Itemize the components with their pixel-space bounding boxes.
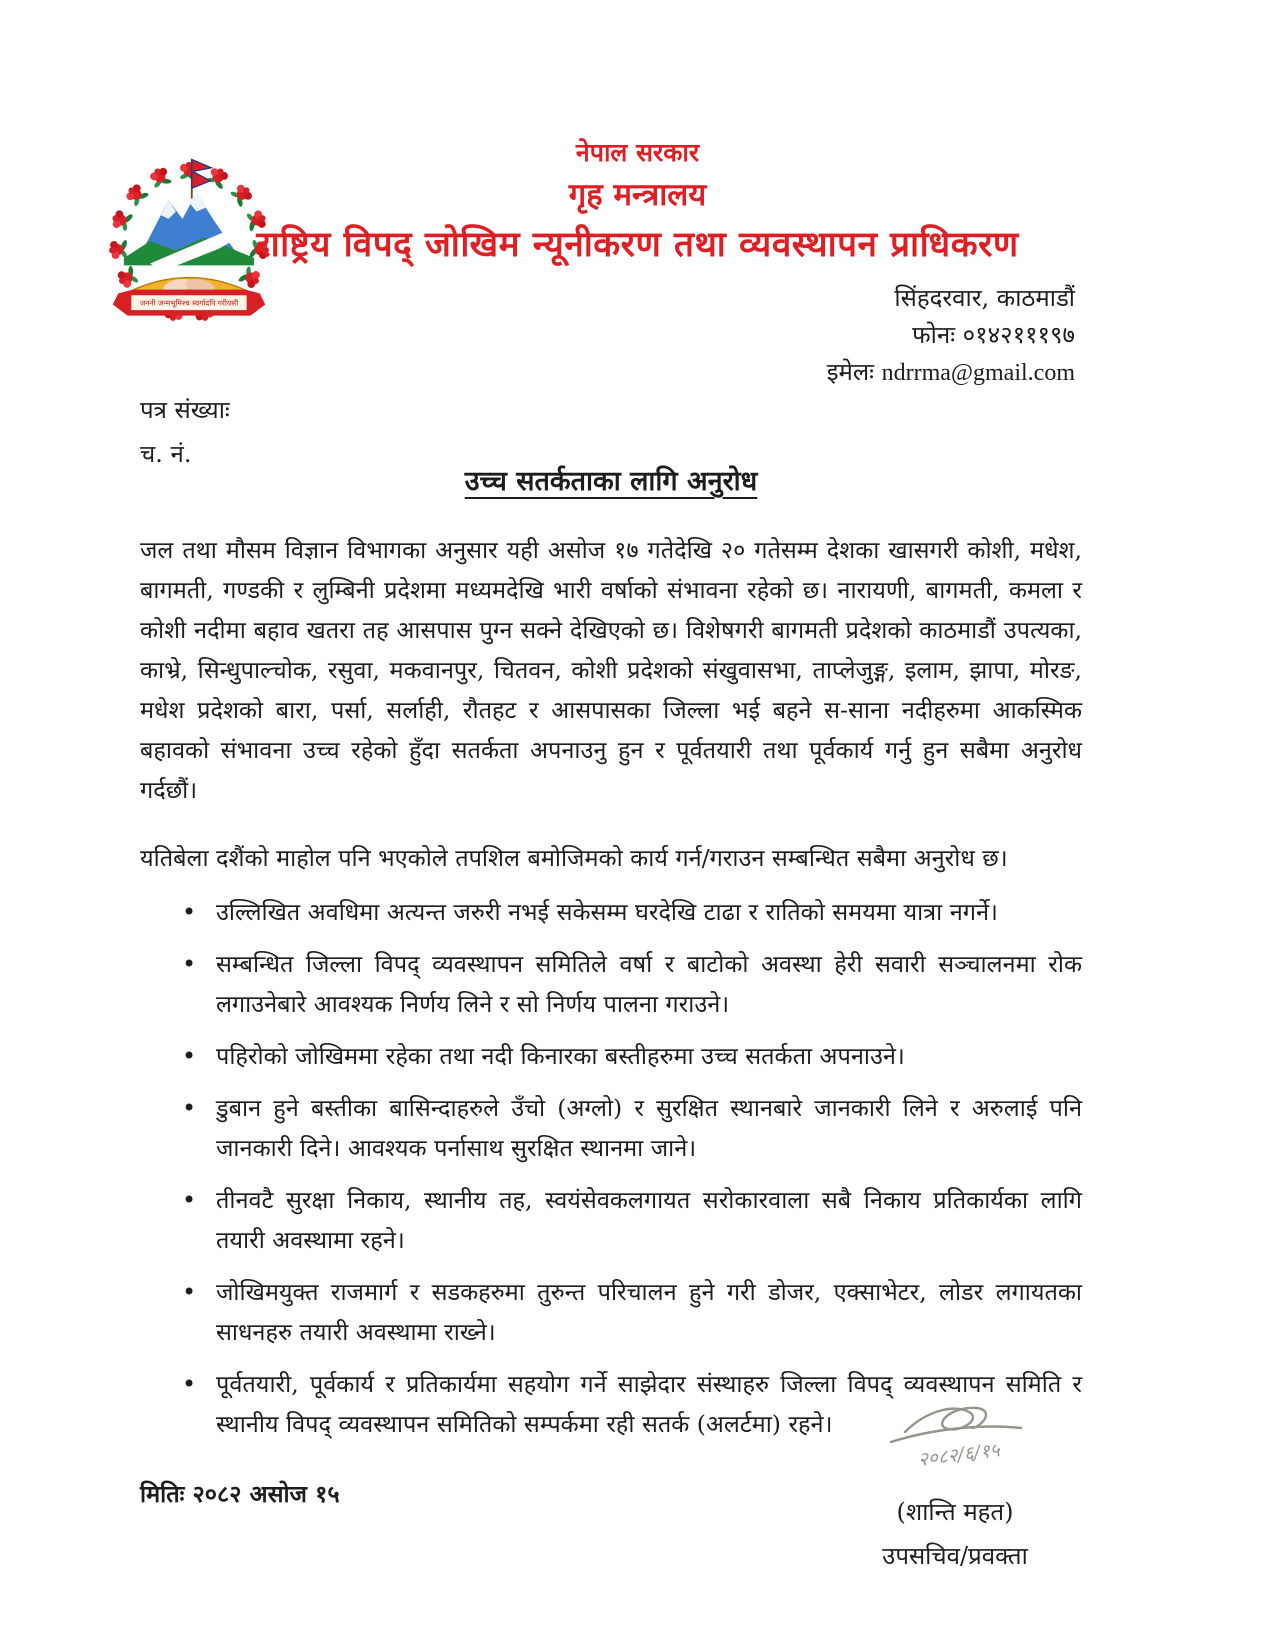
motto-ribbon <box>113 290 266 316</box>
email-label: इमेलः <box>826 358 882 386</box>
authority-name: राष्ट्रिय विपद् जोखिम न्यूनीकरण तथा व्यवस्थापन प्राधिकरण <box>256 224 1019 265</box>
letter-number-label: पत्र संख्याः <box>140 396 230 424</box>
instruction-list <box>140 892 1082 1444</box>
letterhead <box>0 138 1275 266</box>
paragraph-dashain-request: यतिबेला दशैंको माहोल पनि भएकोले तपशिल बमोजिमको कार्य गर्न/गराउन सम्बन्धित सबैमा अनुरोध छ। <box>140 844 1008 872</box>
list-item: • पहिरोको जोखिममा रहेका तथा नदी किनारका बस्तीहरुमा उच्च सतर्कता अपनाउने। <box>140 1036 1082 1076</box>
list-item: • जोखिमयुक्त राजमार्ग र सडकहरुमा तुरुन्त परिचालन हुने गरी डोजर, एक्साभेटर, लोडर लगायतका साधनहरु तयारी अवस्थामा राख्ने। <box>140 1272 1082 1352</box>
signature-date-scribble: २०८२/६/१५ <box>916 1439 1001 1471</box>
letter-date: मितिः २०८२ असोज १५ <box>140 1480 340 1508</box>
government-name: नेपाल सरकार <box>575 138 700 167</box>
signature-block <box>835 1398 1075 1578</box>
paragraph-weather-warning: जल तथा मौसम विज्ञान विभागका अनुसार यही असोज १७ गतेदेखि २० गतेसम्म देशका खासगरी कोशी, मधेश, बागमती, गण्डकी र लुम्बिनी प्रदेशमा मध्यमदेखि भारी वर्षाको संभावना रहेको छ। नारायणी, बागमती, कमला र कोशी नदीमा बहाव खतरा तह आसपास पुग्न सक्ने देखिएको छ। विशेषगरी बागमती प्रदेशको काठमाडौं उपत्यका, काभ्रे, सिन्धुपाल्चोक, रसुवा, मकवानपुर, चितवन, कोशी प्रदेशको संखुवासभा, ताप्लेजुङ्ग, इलाम, झापा, मोरङ, मधेश प्रदेशको बारा, पर्सा, सर्लाही, रौतहट र आसपासका जिल्ला भई बहने स-साना नदीहरुमा आकस्मिक बहावको संभावना उच्च रहेको हुँदा सतर्कता अपनाउनु हुन र पूर्वतयारी तथा पूर्वकार्य गर्नु हुन सबैमा अनुरोध गर्दछौं। <box>140 536 1082 804</box>
signatory-designation: उपसचिव/प्रवक्ता <box>882 1542 1028 1570</box>
email-address: ndrrma@gmail.com <box>881 360 1075 386</box>
office-email-line <box>827 354 1075 392</box>
list-item: • पूर्वतयारी, पूर्वकार्य र प्रतिकार्यमा सहयोग गर्ने साझेदार संस्थाहरु जिल्ला विपद् व्यवस्थापन समिति र स्थानीय विपद् व्यवस्थापन समितिको सम्पर्कमा रही सतर्क (अलर्टमा) रहने। <box>140 1364 1082 1444</box>
office-address: सिंहदरवार, काठमाडौं <box>894 284 1075 312</box>
letter-title: उच्च सतर्कताका लागि अनुरोध <box>464 466 758 497</box>
list-item: • डुबान हुने बस्तीका बासिन्दाहरुले उँचो (अग्लो) र सुरक्षित स्थानबारे जानकारी लिने र अरुलाई पनि जानकारी दिने। आवश्यक पर्नासाथ सुरक्षित स्थानमा जाने। <box>140 1088 1082 1168</box>
list-item: • सम्बन्धित जिल्ला विपद् व्यवस्थापन समितिले वर्षा र बाटोको अवस्था हेरी सवारी सञ्चालनमा रोक लगाउनेबारे आवश्यक निर्णय लिने र सो निर्णय पालना गराउने। <box>140 944 1082 1024</box>
list-item: • तीनवटै सुरक्षा निकाय, स्थानीय तह, स्वयंसेवकलगायत सरोकारवाला सबै निकाय प्रतिकार्यका लागि तयारी अवस्थामा रहने। <box>140 1180 1082 1260</box>
contact-block <box>827 280 1075 392</box>
signature-ink <box>835 1398 1075 1490</box>
handwritten-signature <box>835 1398 1075 1490</box>
letter-body <box>140 462 1082 1514</box>
list-item: • उल्लिखित अवधिमा अत्यन्त जरुरी नभई सकेसम्म घरदेखि टाढा र रातिको समयमा यात्रा नगर्ने। <box>140 892 1082 932</box>
serial-number-label: च. नं. <box>140 440 192 468</box>
office-phone: फोनः ०१४२१११९७ <box>912 321 1075 349</box>
emblem-motto-text: जननी जन्मभूमिश्च स्वर्गादपि गरीयसी <box>139 298 239 308</box>
ministry-name: गृह मन्त्रालय <box>568 177 707 213</box>
signatory-name: (शान्ति महत) <box>896 1498 1014 1526</box>
